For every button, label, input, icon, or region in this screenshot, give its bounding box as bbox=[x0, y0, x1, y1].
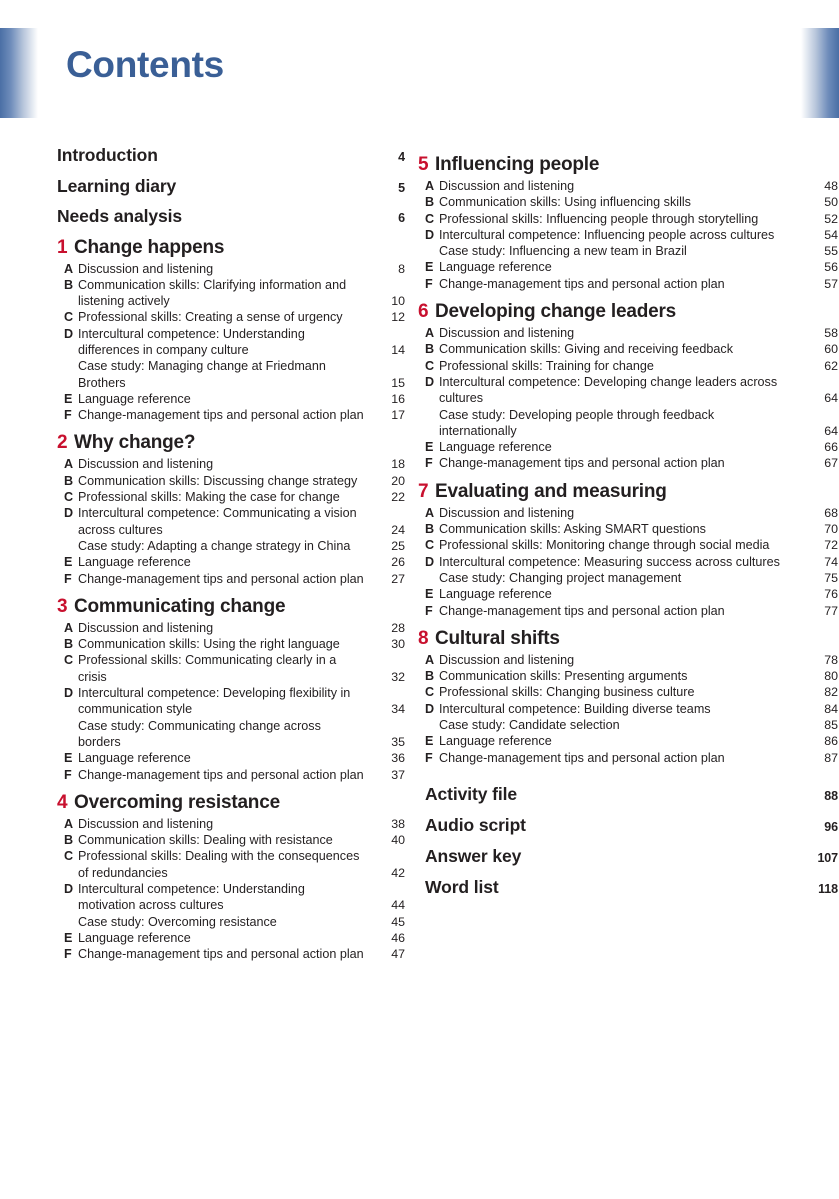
back-matter-page-number: 107 bbox=[817, 850, 838, 865]
section-page-number: 45 bbox=[391, 914, 405, 929]
section-row[interactable] bbox=[57, 456, 410, 472]
back-matter-page-number: 88 bbox=[824, 788, 838, 803]
section-title: Professional skills: Monitoring change through social media bbox=[439, 538, 770, 553]
section-row[interactable] bbox=[418, 227, 839, 243]
back-matter-label: Audio script bbox=[425, 814, 526, 835]
section-page-number: 46 bbox=[391, 930, 405, 945]
chapter-number: 2 bbox=[57, 432, 68, 454]
section-letter: B bbox=[64, 637, 74, 652]
section-letter: A bbox=[64, 261, 74, 276]
section-page-number: 55 bbox=[824, 244, 838, 259]
section-page-number: 27 bbox=[391, 571, 405, 586]
section-row[interactable] bbox=[57, 685, 410, 718]
section-title: Change-management tips and personal action plan bbox=[78, 571, 364, 586]
chapter-title: Developing change leaders bbox=[435, 301, 677, 323]
section-title: Discussion and listening bbox=[439, 652, 575, 667]
section-row[interactable] bbox=[418, 455, 839, 471]
section-title: Case study: Communicating change across borders bbox=[78, 718, 321, 749]
section-page-number: 48 bbox=[824, 179, 838, 193]
section-letter: B bbox=[64, 833, 74, 848]
front-matter-label: Introduction bbox=[57, 145, 158, 165]
section-row[interactable] bbox=[57, 914, 410, 930]
chapter-heading bbox=[418, 481, 839, 503]
section-title: Language reference bbox=[78, 930, 191, 945]
contents-column-left bbox=[0, 145, 410, 962]
section-title: Change-management tips and personal action plan bbox=[78, 947, 364, 962]
section-title: Professional skills: Training for change bbox=[439, 358, 654, 373]
section-letter: E bbox=[425, 734, 434, 749]
section-page-number: 35 bbox=[391, 734, 405, 749]
back-matter-entry[interactable] bbox=[418, 784, 839, 805]
section-letter: E bbox=[64, 391, 73, 406]
section-page-number: 47 bbox=[391, 947, 405, 962]
section-row[interactable] bbox=[57, 571, 410, 587]
section-title: Language reference bbox=[439, 734, 552, 749]
chapter-block bbox=[57, 432, 410, 586]
section-page-number: 67 bbox=[824, 456, 838, 471]
section-title: Professional skills: Influencing people through storytelling bbox=[439, 211, 759, 226]
section-letter: D bbox=[425, 227, 435, 242]
chapter-title: Why change? bbox=[74, 432, 196, 454]
section-page-number: 64 bbox=[824, 423, 838, 438]
section-page-number: 12 bbox=[391, 310, 405, 325]
section-letter: F bbox=[64, 571, 72, 586]
section-row[interactable] bbox=[57, 750, 410, 766]
section-title: Professional skills: Making the case for change bbox=[78, 490, 340, 505]
section-page-number: 28 bbox=[391, 620, 405, 635]
section-row[interactable] bbox=[418, 211, 839, 227]
back-matter-list bbox=[418, 784, 839, 898]
page-title: Contents bbox=[66, 44, 224, 85]
section-page-number: 26 bbox=[391, 555, 405, 570]
front-matter-label: Learning diary bbox=[57, 175, 177, 196]
section-title: Discussion and listening bbox=[439, 326, 575, 341]
back-matter-page-number: 118 bbox=[818, 881, 838, 896]
section-letter: E bbox=[64, 751, 73, 766]
section-row[interactable] bbox=[418, 505, 839, 521]
section-title: Language reference bbox=[439, 587, 552, 602]
section-page-number: 56 bbox=[824, 260, 838, 275]
section-page-number: 54 bbox=[824, 227, 838, 242]
chapter-block bbox=[418, 481, 839, 619]
section-title: Intercultural competence: Understanding motivation across cultures bbox=[78, 882, 305, 913]
section-row[interactable] bbox=[57, 881, 410, 914]
chapter-heading bbox=[418, 301, 839, 323]
section-row[interactable] bbox=[57, 652, 410, 685]
chapter-block bbox=[418, 301, 839, 472]
section-page-number: 60 bbox=[824, 342, 838, 357]
section-row[interactable] bbox=[418, 701, 839, 717]
chapter-title: Change happens bbox=[74, 236, 225, 258]
section-row[interactable] bbox=[418, 652, 839, 668]
section-title: Professional skills: Changing business culture bbox=[439, 685, 695, 700]
section-page-number: 82 bbox=[824, 685, 838, 700]
section-title: Case study: Candidate selection bbox=[439, 718, 620, 733]
section-row[interactable] bbox=[418, 586, 839, 602]
section-page-number: 38 bbox=[391, 816, 405, 831]
section-letter: F bbox=[425, 456, 433, 471]
chapter-title: Communicating change bbox=[74, 595, 286, 617]
section-row[interactable] bbox=[57, 261, 410, 277]
section-letter: A bbox=[64, 816, 74, 831]
section-row[interactable] bbox=[57, 816, 410, 832]
chapter-number: 6 bbox=[418, 301, 429, 323]
chapter-heading bbox=[57, 596, 410, 618]
section-title: Discussion and listening bbox=[78, 457, 214, 472]
section-title: Language reference bbox=[439, 260, 552, 275]
back-matter-entry[interactable] bbox=[418, 846, 839, 867]
contents-column-right bbox=[410, 145, 839, 962]
chapter-title: Cultural shifts bbox=[435, 627, 560, 649]
section-page-number: 14 bbox=[391, 342, 405, 357]
section-page-number: 74 bbox=[824, 554, 838, 569]
section-row[interactable] bbox=[418, 243, 839, 259]
section-title: Discussion and listening bbox=[78, 816, 214, 831]
section-page-number: 72 bbox=[824, 538, 838, 553]
section-page-number: 62 bbox=[824, 358, 838, 373]
section-row[interactable] bbox=[418, 717, 839, 733]
section-title: Change-management tips and personal action plan bbox=[439, 456, 725, 471]
chapter-heading bbox=[57, 237, 410, 259]
section-row[interactable] bbox=[418, 259, 839, 275]
section-page-number: 50 bbox=[824, 195, 838, 210]
front-matter-page-number: 4 bbox=[398, 150, 405, 164]
section-page-number: 66 bbox=[824, 440, 838, 455]
section-page-number: 8 bbox=[398, 261, 405, 276]
section-letter: A bbox=[64, 457, 74, 472]
chapter-block bbox=[57, 237, 410, 424]
section-letter: E bbox=[425, 260, 434, 275]
section-title: Professional skills: Creating a sense of urgency bbox=[78, 310, 343, 325]
section-letter: B bbox=[64, 473, 74, 488]
section-letter: D bbox=[425, 701, 435, 716]
chapter-number: 4 bbox=[57, 791, 68, 813]
section-page-number: 84 bbox=[824, 701, 838, 716]
back-matter-entry[interactable] bbox=[418, 877, 839, 898]
section-letter: E bbox=[425, 587, 434, 602]
front-matter-label: Needs analysis bbox=[57, 206, 183, 226]
section-title: Case study: Adapting a change strategy in China bbox=[78, 538, 351, 553]
section-row[interactable] bbox=[57, 767, 410, 783]
section-letter: B bbox=[425, 342, 435, 357]
section-title: Change-management tips and personal action plan bbox=[439, 276, 725, 291]
section-row[interactable] bbox=[418, 733, 839, 749]
section-title: Case study: Influencing a new team in Brazil bbox=[439, 244, 687, 259]
section-row[interactable] bbox=[418, 570, 839, 586]
section-row[interactable] bbox=[418, 521, 839, 537]
section-title: Intercultural competence: Understanding differences in company culture bbox=[78, 326, 305, 357]
section-row[interactable] bbox=[57, 554, 410, 570]
section-page-number: 10 bbox=[391, 294, 405, 309]
decorative-gradient-bar-left bbox=[0, 28, 38, 118]
section-letter: A bbox=[64, 620, 74, 635]
section-title: Communication skills: Asking SMART questions bbox=[439, 522, 706, 537]
chapter-list-left bbox=[57, 237, 410, 963]
section-page-number: 15 bbox=[391, 375, 405, 390]
section-page-number: 58 bbox=[824, 326, 838, 341]
section-page-number: 34 bbox=[391, 702, 405, 717]
section-page-number: 78 bbox=[824, 652, 838, 667]
back-matter-label: Word list bbox=[425, 876, 499, 897]
section-row[interactable] bbox=[418, 668, 839, 684]
section-page-number: 85 bbox=[824, 718, 838, 733]
section-letter: C bbox=[64, 849, 74, 864]
section-page-number: 18 bbox=[391, 457, 405, 472]
section-letter: F bbox=[425, 276, 433, 291]
section-letter: B bbox=[425, 522, 435, 537]
front-matter-entry[interactable] bbox=[57, 145, 410, 166]
section-letter: A bbox=[425, 505, 435, 520]
section-letter: C bbox=[64, 653, 74, 668]
section-page-number: 22 bbox=[391, 490, 405, 505]
section-page-number: 36 bbox=[391, 751, 405, 766]
section-page-number: 86 bbox=[824, 734, 838, 749]
section-row[interactable] bbox=[418, 537, 839, 553]
section-title: Case study: Changing project management bbox=[439, 570, 682, 585]
section-page-number: 17 bbox=[391, 408, 405, 423]
section-row[interactable] bbox=[418, 194, 839, 210]
section-letter: F bbox=[64, 947, 72, 962]
chapter-heading bbox=[418, 154, 839, 176]
chapter-number: 7 bbox=[418, 480, 429, 502]
section-letter: D bbox=[64, 326, 74, 341]
section-title: Communication skills: Using the right language bbox=[78, 637, 340, 652]
section-page-number: 25 bbox=[391, 538, 405, 553]
back-matter-label: Answer key bbox=[425, 845, 522, 866]
section-title: Communication skills: Discussing change strategy bbox=[78, 473, 358, 488]
section-title: Intercultural competence: Measuring success across cultures bbox=[439, 554, 780, 569]
section-title: Intercultural competence: Developing change leaders across cultures bbox=[439, 374, 778, 406]
section-page-number: 57 bbox=[824, 276, 838, 291]
section-page-number: 16 bbox=[391, 391, 405, 406]
section-title: Change-management tips and personal action plan bbox=[439, 603, 725, 618]
chapter-heading bbox=[418, 628, 839, 650]
section-row[interactable] bbox=[418, 276, 839, 292]
page-header bbox=[0, 0, 839, 130]
section-title: Change-management tips and personal action plan bbox=[78, 408, 364, 423]
section-title: Discussion and listening bbox=[78, 620, 214, 635]
section-letter: C bbox=[64, 490, 74, 505]
section-title: Intercultural competence: Developing flexibility in communication style bbox=[78, 686, 351, 717]
section-letter: C bbox=[64, 310, 74, 325]
section-page-number: 32 bbox=[391, 669, 405, 684]
chapter-block bbox=[418, 154, 839, 292]
chapter-list-right bbox=[418, 154, 839, 766]
front-matter-entry[interactable] bbox=[57, 176, 410, 197]
decorative-gradient-bar-right bbox=[801, 28, 839, 118]
section-page-number: 44 bbox=[391, 898, 405, 913]
section-title: Discussion and listening bbox=[439, 179, 575, 193]
chapter-title: Influencing people bbox=[435, 154, 600, 175]
chapter-title: Evaluating and measuring bbox=[435, 480, 667, 502]
front-matter-list bbox=[57, 145, 410, 227]
section-row[interactable] bbox=[418, 325, 839, 341]
section-title: Language reference bbox=[78, 751, 191, 766]
section-row[interactable] bbox=[57, 946, 410, 962]
chapter-block bbox=[57, 792, 410, 963]
section-letter: C bbox=[425, 211, 435, 226]
section-row[interactable] bbox=[418, 341, 839, 357]
section-page-number: 20 bbox=[391, 473, 405, 488]
section-title: Intercultural competence: Building diverse teams bbox=[439, 701, 711, 716]
section-letter: D bbox=[64, 506, 74, 521]
section-letter: D bbox=[64, 686, 74, 701]
section-letter: E bbox=[64, 555, 73, 570]
section-page-number: 52 bbox=[824, 211, 838, 226]
section-letter: A bbox=[425, 326, 435, 341]
section-page-number: 75 bbox=[824, 570, 838, 585]
section-row[interactable] bbox=[418, 358, 839, 374]
section-row[interactable] bbox=[57, 358, 410, 391]
contents-columns bbox=[0, 145, 839, 962]
section-page-number: 76 bbox=[824, 587, 838, 602]
section-row[interactable] bbox=[57, 848, 410, 881]
section-row[interactable] bbox=[57, 505, 410, 538]
front-matter-page-number: 5 bbox=[398, 180, 405, 195]
section-row[interactable] bbox=[57, 277, 410, 310]
section-row[interactable] bbox=[57, 407, 410, 423]
chapter-number: 5 bbox=[418, 154, 429, 175]
section-row[interactable] bbox=[418, 603, 839, 619]
section-title: Case study: Managing change at Friedmann Brothers bbox=[78, 359, 326, 390]
section-row[interactable] bbox=[418, 554, 839, 570]
chapter-heading bbox=[57, 792, 410, 814]
section-letter: D bbox=[64, 882, 74, 896]
section-letter: E bbox=[64, 930, 73, 945]
section-page-number: 87 bbox=[824, 750, 838, 765]
chapter-number: 3 bbox=[57, 595, 68, 617]
section-title: Language reference bbox=[439, 440, 552, 455]
section-row[interactable] bbox=[57, 309, 410, 325]
chapter-number: 1 bbox=[57, 236, 68, 258]
section-title: Professional skills: Communicating clearly in a crisis bbox=[78, 653, 337, 684]
section-row[interactable] bbox=[418, 439, 839, 455]
section-title: Case study: Overcoming resistance bbox=[78, 914, 277, 929]
section-letter: F bbox=[64, 408, 72, 423]
section-title: Language reference bbox=[78, 391, 191, 406]
section-title: Professional skills: Dealing with the consequences of redundancies bbox=[78, 849, 360, 880]
section-page-number: 40 bbox=[391, 833, 405, 848]
section-page-number: 24 bbox=[391, 522, 405, 537]
front-matter-entry[interactable] bbox=[57, 206, 410, 227]
section-page-number: 77 bbox=[824, 603, 838, 618]
section-letter: F bbox=[425, 603, 433, 618]
section-title: Communication skills: Using influencing skills bbox=[439, 195, 691, 210]
section-letter: E bbox=[425, 440, 434, 455]
chapter-heading bbox=[57, 432, 410, 454]
section-letter: A bbox=[425, 652, 435, 667]
section-row[interactable] bbox=[57, 473, 410, 489]
section-row[interactable] bbox=[57, 489, 410, 505]
section-page-number: 68 bbox=[824, 505, 838, 520]
section-title: Language reference bbox=[78, 555, 191, 570]
section-page-number: 30 bbox=[391, 637, 405, 652]
section-row[interactable] bbox=[418, 684, 839, 700]
section-letter: C bbox=[425, 685, 435, 700]
section-row[interactable] bbox=[57, 636, 410, 652]
section-title: Change-management tips and personal action plan bbox=[78, 767, 364, 782]
section-letter: B bbox=[425, 669, 435, 684]
back-matter-label: Activity file bbox=[425, 783, 518, 804]
section-title: Intercultural competence: Influencing people across cultures bbox=[439, 227, 775, 242]
section-page-number: 70 bbox=[824, 522, 838, 537]
section-title: Communication skills: Dealing with resistance bbox=[78, 833, 333, 848]
chapter-block bbox=[57, 596, 410, 783]
section-letter: D bbox=[425, 374, 435, 389]
section-row[interactable] bbox=[57, 538, 410, 554]
back-matter-entry[interactable] bbox=[418, 815, 839, 836]
section-row[interactable] bbox=[57, 930, 410, 946]
section-row[interactable] bbox=[57, 718, 410, 751]
section-row[interactable] bbox=[418, 178, 839, 194]
section-title: Discussion and listening bbox=[439, 505, 575, 520]
section-row[interactable] bbox=[418, 374, 839, 407]
section-page-number: 37 bbox=[391, 767, 405, 782]
section-row[interactable] bbox=[57, 391, 410, 407]
section-row[interactable] bbox=[57, 326, 410, 359]
section-row[interactable] bbox=[418, 750, 839, 766]
section-letter: C bbox=[425, 358, 435, 373]
section-letter: C bbox=[425, 538, 435, 553]
section-letter: D bbox=[425, 554, 435, 569]
chapter-block bbox=[418, 628, 839, 766]
back-matter-page-number: 96 bbox=[824, 819, 838, 834]
section-title: Discussion and listening bbox=[78, 261, 214, 276]
section-letter: F bbox=[425, 750, 433, 765]
section-title: Change-management tips and personal action plan bbox=[439, 750, 725, 765]
section-page-number: 42 bbox=[391, 865, 405, 880]
section-title: Case study: Developing people through feedback internationally bbox=[439, 407, 715, 438]
section-letter: F bbox=[64, 767, 72, 782]
section-letter: A bbox=[425, 179, 435, 193]
section-letter: B bbox=[64, 277, 74, 292]
section-title: Communication skills: Clarifying information and listening actively bbox=[78, 277, 347, 309]
section-page-number: 80 bbox=[824, 669, 838, 684]
chapter-number: 8 bbox=[418, 627, 429, 649]
section-title: Communication skills: Giving and receiving feedback bbox=[439, 342, 733, 357]
section-letter: B bbox=[425, 195, 435, 210]
section-title: Intercultural competence: Communicating a vision across cultures bbox=[78, 506, 357, 537]
chapter-title: Overcoming resistance bbox=[74, 791, 280, 813]
section-row[interactable] bbox=[57, 832, 410, 848]
section-page-number: 64 bbox=[824, 391, 838, 406]
front-matter-page-number: 6 bbox=[398, 211, 405, 225]
section-row[interactable] bbox=[57, 620, 410, 636]
section-row[interactable] bbox=[418, 407, 839, 440]
section-title: Communication skills: Presenting arguments bbox=[439, 669, 688, 684]
